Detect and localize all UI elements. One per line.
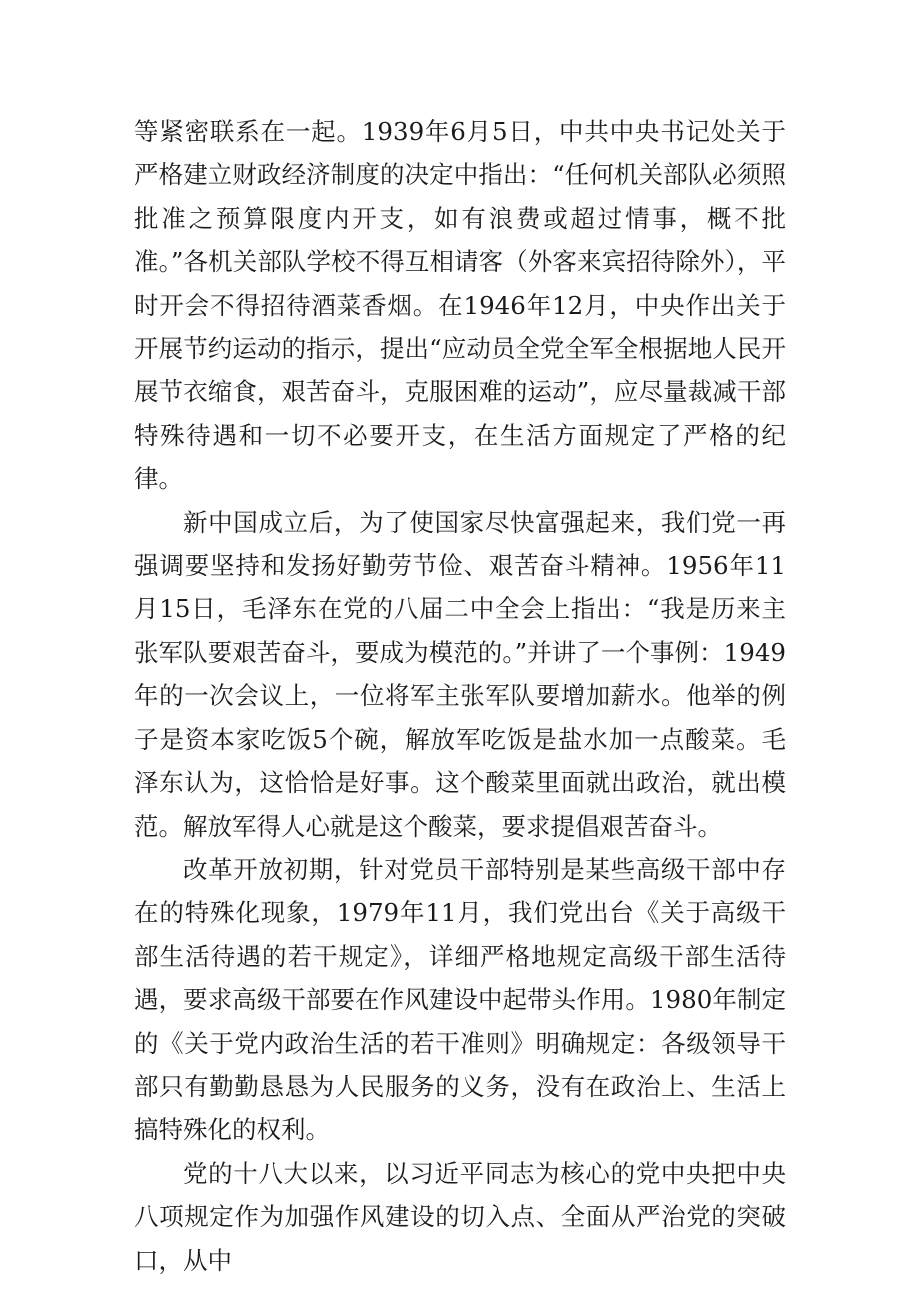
paragraph-new-china: 新中国成立后，为了使国家尽快富强起来，我们党一再强调要坚持和发扬好勤劳节俭、艰苦奋斗精神。1956年11月15日，毛泽东在党的八届二中全会上指出：“我是历来主张军队要艰苦奋斗，要成为模范的。”并讲了一个事例：1949年的一次会议上，一位将军主张军队要增加薪水。他举的例子是资本家吃饭5个碗，解放军吃饭是盐水加一点酸菜。毛泽东认为，这恰恰是好事。这个酸菜里面就出政治，就出模范。解放军得人心就是这个酸菜，要求提倡艰苦奋斗。	[134, 507, 786, 841]
paragraph-reform-opening: 改革开放初期，针对党员干部特别是某些高级干部中存在的特殊化现象，1979年11月，我们党出台《关于高级干部生活待遇的若干规定》，详细严格地规定高级干部生活待遇，要求高级干部要在作风建设中起带头作用。1980年制定的《关于党内政治生活的若干准则》明确规定：各级领导干部只有勤勤恳恳为人民服务的义务，没有在政治上、生活上搞特殊化的权利。	[134, 854, 786, 1145]
paragraph-continued: 等紧密联系在一起。1939年6月5日，中共中央书记处关于严格建立财政经济制度的决定中指出：“任何机关部队必须照批准之预算限度内开支，如有浪费或超过情事，概不批准。”各机关部队学校不得互相请客（外客来宾招待除外），平时开会不得招待酒菜香烟。在1946年12月，中央作出关于开展节约运动的指示，提出“应动员全党全军全根据地人民开展节衣缩食，艰苦奋斗，克服困难的运动”，应尽量裁减干部特殊待遇和一切不必要开支，在生活方面规定了严格的纪律。	[134, 117, 786, 494]
paragraph-eighteenth-congress: 党的十八大以来，以习近平同志为核心的党中央把中央八项规定作为加强作风建设的切入点、全面从严治党的突破口，从中	[134, 1158, 786, 1275]
body-text	[134, 110, 786, 1282]
